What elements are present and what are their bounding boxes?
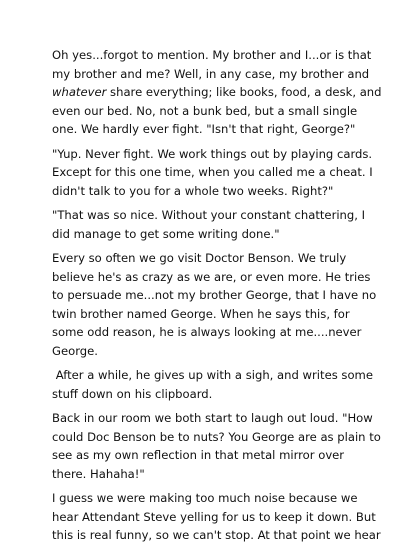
paragraph-1 <box>52 46 382 139</box>
paragraph-1-text-end: share everything; like books, food, a desk, and even our bed. No, not a bunk bed, but a small single one. We hardly ever fight. "Isn't that right, George?" <box>52 85 382 136</box>
paragraph-5: After a while, he gives up with a sigh, and writes some stuff down on his clipboard. <box>52 368 377 401</box>
paragraph-7: I guess we were making too much noise because we hear Attendant Steve yelling for us to keep it down. But this is real funny, so we can't stop. At that point we hear <box>52 491 381 542</box>
paragraph-6: Back in our room we both start to laugh out loud. "How could Doc Benson be to nuts? You George are as plain to see as my own reflection in that metal mirror over there. Hahaha!" <box>52 411 381 481</box>
paragraph-2: "Yup. Never fight. We work things out by playing cards. Except for this one time, when you called me a cheat. I didn't talk to you for a whole two weeks. Right?" <box>52 146 373 198</box>
paragraph-4: Every so often we go visit Doctor Benson. We truly believe he's as crazy as we are, or even more. He tries to persuade me...not my brother George, that I have no twin brother named George. When he says this, for some odd reason, he is always looking at me....never George. <box>52 251 377 358</box>
emphasis-whatever: whatever <box>52 85 107 99</box>
paragraph-1-text-start: Oh yes...forgot to mention. My brother and I...or is that my brother and me? Well, in any case, my brother and <box>52 48 372 81</box>
story-text <box>52 46 382 551</box>
paragraph-3: "That was so nice. Without your constant chattering, I did manage to get some writing done." <box>52 208 366 241</box>
